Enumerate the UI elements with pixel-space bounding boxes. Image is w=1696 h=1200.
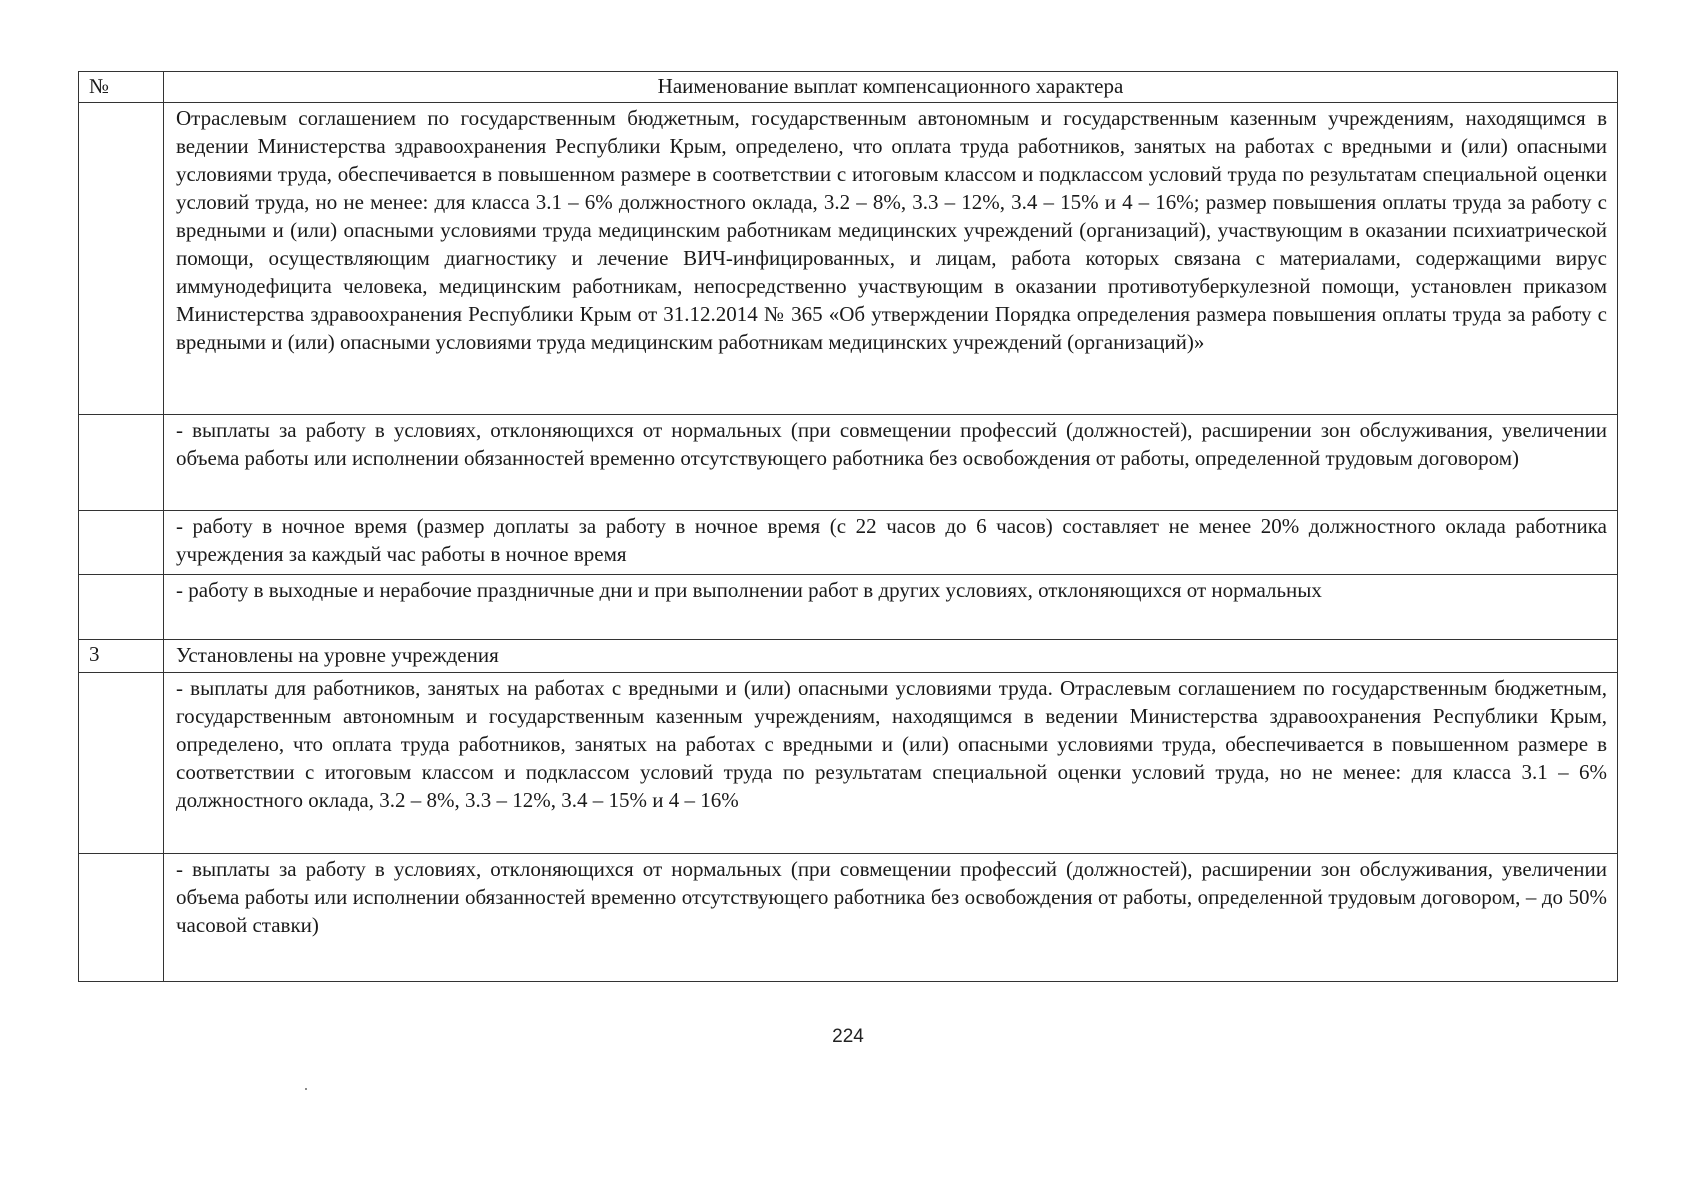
- table-row: [79, 103, 1618, 415]
- page-number: 224: [832, 1026, 864, 1047]
- row-text: - работу в ночное время (размер доплаты за работу в ночное время (с 22 часов до 6 часов) составляет не менее 20% должностного оклада работника учреждения за каждый час работы в ночное время: [164, 511, 1618, 575]
- scan-speck: [305, 1088, 307, 1090]
- table-row: [79, 511, 1618, 575]
- row-number: [79, 415, 164, 511]
- row-text: - выплаты за работу в условиях, отклоняющихся от нормальных (при совмещении профессий (должностей), расширении зон обслуживания, увеличении объема работы или исполнении обязанностей временно отсутствующего работника без освобождения от работы, определенной трудовым договором): [164, 415, 1618, 511]
- column-header-title: Наименование выплат компенсационного характера: [164, 72, 1618, 103]
- row-text: - выплаты для работников, занятых на работах с вредными и (или) опасными условиями труда. Отраслевым соглашением по государственным бюджетным, государственным автономным и государственным казенным учреждениям, находящимся в ведении Министерства здравоохранения Республики Крым, определено, что оплата труда работников, занятых на работах с вредными и (или) опасными условиями труда, обеспечивается в повышенном размере в соответствии с итоговым классом и подклассом условий труда по результатам специальной оценки условий труда, но не менее: для класса 3.1 – 6% должностного оклада, 3.2 – 8%, 3.3 – 12%, 3.4 – 15% и 4 – 16%: [164, 673, 1618, 854]
- row-number: [79, 575, 164, 640]
- table-row: [79, 640, 1618, 673]
- row-text: Установлены на уровне учреждения: [164, 640, 1618, 673]
- row-number: [79, 673, 164, 854]
- row-number: 3: [79, 640, 164, 673]
- compensation-payments-table: [78, 71, 1618, 982]
- row-number: [79, 854, 164, 982]
- table-row: [79, 854, 1618, 982]
- table-row: [79, 575, 1618, 640]
- table-row: [79, 415, 1618, 511]
- row-text: - работу в выходные и нерабочие праздничные дни и при выполнении работ в других условиях, отклоняющихся от нормальных: [164, 575, 1618, 640]
- row-text: Отраслевым соглашением по государственным бюджетным, государственным автономным и государственным казенным учреждениям, находящимся в ведении Министерства здравоохранения Республики Крым, определено, что оплата труда работников, занятых на работах с вредными и (или) опасными условиями труда, обеспечивается в повышенном размере в соответствии с итоговым классом и подклассом условий труда по результатам специальной оценки условий труда, но не менее: для класса 3.1 – 6% должностного оклада, 3.2 – 8%, 3.3 – 12%, 3.4 – 15% и 4 – 16%; размер повышения оплаты труда за работу с вредными и (или) опасными условиями труда медицинским работникам медицинских учреждений (организаций), участвующим в оказании психиатрической помощи, осуществляющим диагностику и лечение ВИЧ-инфицированных, и лицам, работа которых связана с материалами, содержащими вирус иммунодефицита человека, медицинским работникам, непосредственно участвующим в оказании противотуберкулезной помощи, установлен приказом Министерства здравоохранения Республики Крым от 31.12.2014 № 365 «Об утверждении Порядка определения размера повышения оплаты труда за работу с вредными и (или) опасными условиями труда медицинским работникам медицинских учреждений (организаций)»: [164, 103, 1618, 415]
- row-number: [79, 511, 164, 575]
- table-row: [79, 673, 1618, 854]
- row-text: - выплаты за работу в условиях, отклоняющихся от нормальных (при совмещении профессий (должностей), расширении зон обслуживания, увеличении объема работы или исполнении обязанностей временно отсутствующего работника без освобождения от работы, определенной трудовым договором, – до 50% часовой ставки): [164, 854, 1618, 982]
- column-header-number: №: [79, 72, 164, 103]
- table-header-row: [79, 72, 1618, 103]
- row-number: [79, 103, 164, 415]
